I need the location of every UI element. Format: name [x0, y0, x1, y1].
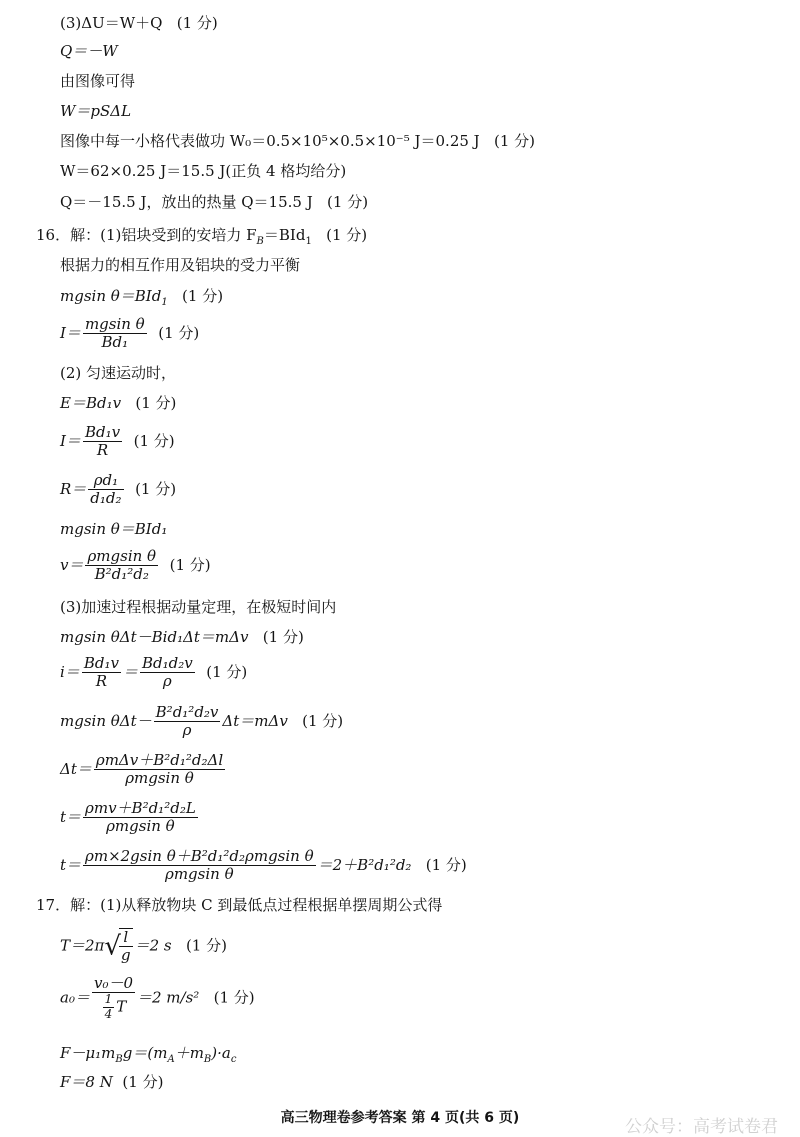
q16-v-fraction: ρmgsin θ B²d₁²d₂: [87, 547, 157, 584]
score-label: (1 分): [185, 936, 227, 955]
q15-w-eq: W＝pSΔL: [60, 102, 132, 120]
q15-part3-eq: (3)ΔU＝W＋Q: [60, 14, 163, 32]
q16-current-line: [60, 316, 199, 352]
q16-r-line: R＝ $\frac{\text{ρd₁}}{\text{d₁d₂}}$ (1 分): [60, 471, 177, 508]
q16-i2-fraction: $\frac{\text{Bd₁v}}{R}$: [84, 423, 121, 460]
watermark: 公众号：高考试卷君: [625, 1117, 778, 1137]
q16-cur-fraction-1: $\frac{\text{Bd₁v}}{R}$: [83, 654, 119, 691]
q16-cur-fraction-2: $\frac{\text{Bd₁d₂v}}{\rho}$: [141, 654, 193, 691]
page-footer: 高三物理卷参考答案 第 4 页(共 6 页): [280, 1110, 520, 1126]
score-label: (1 分): [213, 988, 255, 1007]
q16-head-tail: ＝BId: [263, 226, 306, 244]
q16-v-line: v＝ ρmgsin θ B²d₁²d₂ (1 分): [60, 547, 211, 584]
q17-head: 17．解：(1)从释放物块 C 到最低点过程根据单摆周期公式得: [36, 896, 443, 914]
q16-cur-line: i＝ $\frac{\text{Bd₁v}}{R}$ ＝ $\frac{\text{Bd₁d₂v}}{\rho}$ (1 分): [60, 654, 248, 691]
q16-eq-mg: mgsin θ＝BId₁: [60, 520, 168, 538]
score-label: (1 分): [326, 226, 368, 244]
q15-q-eq: Q＝－W: [60, 42, 118, 60]
score-label: (1 分): [158, 323, 200, 342]
q16-i-fraction: $\frac{\text{mgsin θ}}{\text{Bd₁}}$: [84, 315, 145, 352]
q17-t-line: T＝2π√ $\frac{l}{g}$ ＝2 s (1 分): [60, 928, 227, 965]
score-label: (1 分): [169, 555, 211, 574]
score-label: (1 分): [182, 287, 224, 305]
score-label: (1 分): [176, 14, 218, 32]
q16-eq1-line: mgsin θ＝BId$_1$ (1 分): [60, 287, 224, 308]
q16-eq1: mgsin θ＝BId: [60, 287, 162, 305]
score-label: (1 分): [494, 132, 536, 150]
q16-t-fraction: ρmv＋B²d₁²d₂L ρmgsin θ: [85, 799, 196, 836]
q16-e-eq: E＝Bd₁v: [60, 394, 122, 412]
q17-f-eq-line: $F-\mu_1m_Bg=(m_A+m_B)\cdot a_c$: [60, 1044, 237, 1065]
q16-r-fraction: $\frac{\text{ρd₁}}{\text{d₁d₂}}$: [90, 471, 122, 508]
q17-f-result: F＝8 N: [60, 1073, 113, 1091]
score-label: (1 分): [135, 479, 177, 498]
score-label: (1 分): [302, 711, 344, 730]
q15-unit-work-line: [60, 134, 535, 149]
q16-head: 16．解：(1)铝块受到的安培力 F: [36, 226, 257, 244]
score-label: (1 分): [262, 628, 304, 646]
q16-sub-line: mgsin θΔt－ $\frac{\text{B²d₁²d₂v}}{\rho}$ Δt＝mΔv (1 分): [60, 703, 344, 740]
q16-i2-line: I＝ $\frac{\text{Bd₁v}}{R}$ (1 分): [60, 423, 175, 460]
q16-t2-fraction: ρm×2gsin θ＋B²d₁²d₂ρmgsin θ ρmgsin θ: [85, 847, 314, 884]
q16-dt-line: Δt＝ ρmΔv＋B²d₁²d₂Δl ρmgsin θ: [60, 751, 224, 788]
q16-t2-line: t＝ ρm×2gsin θ＋B²d₁²d₂ρmgsin θ ρmgsin θ ＝2＋B²d₁²d₂ (1 分): [60, 847, 467, 884]
q15-unit-work: 图像中每一小格代表做功 W₀＝0.5×10⁵×0.5×10⁻⁵ J＝0.25 J: [60, 132, 480, 150]
score-label: (1 分): [135, 394, 177, 412]
q16-momentum-line: [60, 630, 304, 645]
score-label: (1 分): [206, 662, 248, 681]
sqrt-symbol: √ $\frac{l}{g}$: [104, 928, 131, 965]
q16-head-line: 16．解：(1)铝块受到的安培力 $F_B=BId_1$ (1 分): [36, 226, 368, 247]
q17-t-fraction: $\frac{l}{g}$: [121, 928, 131, 965]
q15-q-result-line: [60, 195, 368, 210]
q16-t-line: t＝ ρmv＋B²d₁²d₂L ρmgsin θ: [60, 799, 196, 836]
q15-q-result: Q＝－15.5 J，放出的热量 Q＝15.5 J: [60, 193, 313, 211]
q16-part2: (2) 匀速运动时，: [60, 364, 177, 382]
q17-f-result-line: [60, 1075, 163, 1090]
score-label: (1 分): [133, 431, 175, 450]
score-label: (1 分): [327, 193, 369, 211]
score-label: (1 分): [425, 855, 467, 874]
q16-i-lhs: I＝: [60, 323, 81, 342]
q16-dt-fraction: ρmΔv＋B²d₁²d₂Δl ρmgsin θ: [95, 751, 224, 788]
score-label: (1 分): [122, 1073, 164, 1091]
q17-a-line: a₀＝ v₀－0 $\frac{1}{4}$ T ＝2 m/s² (1 分): [60, 974, 255, 1022]
q15-from-graph: 由图像可得: [60, 72, 136, 90]
q16-balance: 根据力的相互作用及铝块的受力平衡: [60, 256, 301, 274]
q15-part3-line: [60, 16, 218, 31]
q16-part3: (3)加速过程根据动量定理，在极短时间内: [60, 598, 337, 616]
q17-a-fraction: v₀－0 $\frac{1}{4}$ T: [93, 974, 133, 1022]
q15-w-total: W＝62×0.25 J＝15.5 J(正负 4 格均给分): [60, 162, 347, 180]
q16-e-eq-line: [60, 396, 176, 411]
q16-momentum: mgsin θΔt－Bid₁Δt＝mΔv: [60, 628, 249, 646]
q16-sub-fraction: $\frac{\text{B²d₁²d₂v}}{\rho}$: [155, 703, 219, 740]
